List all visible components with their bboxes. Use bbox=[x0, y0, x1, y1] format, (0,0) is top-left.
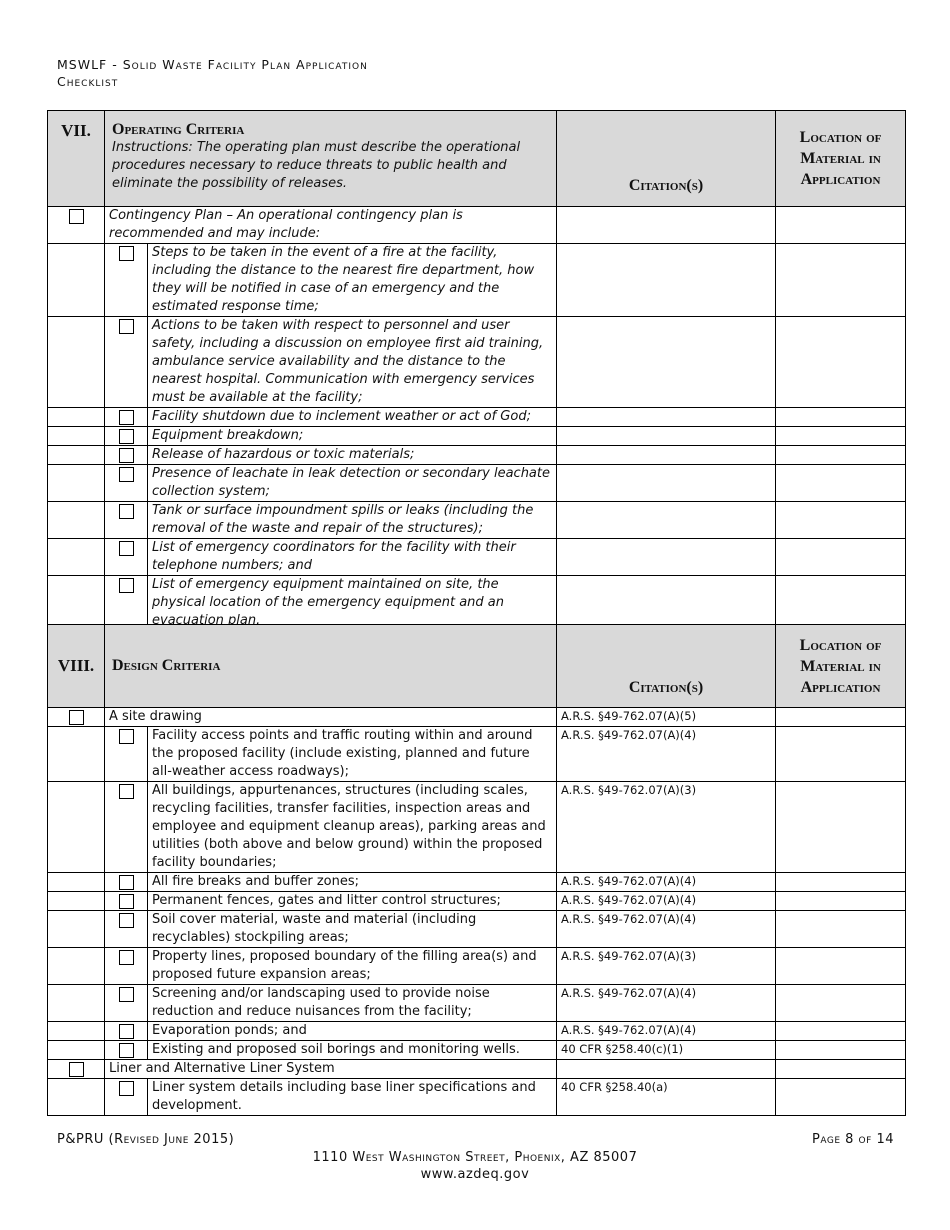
citation-cell: A.R.S. §49-762.07(A)(4) bbox=[557, 892, 776, 911]
checkbox[interactable] bbox=[69, 710, 84, 725]
checkbox[interactable] bbox=[119, 987, 134, 1002]
checkbox[interactable] bbox=[119, 913, 134, 928]
citation-cell[interactable] bbox=[557, 465, 776, 502]
footer-website[interactable]: www.azdeq.gov bbox=[420, 1167, 530, 1182]
citation-cell[interactable] bbox=[557, 539, 776, 576]
checklist-row bbox=[48, 1041, 906, 1060]
footer-page-number: Page 8 of 14 bbox=[812, 1132, 894, 1147]
citation-cell[interactable] bbox=[557, 427, 776, 446]
operating-criteria-table bbox=[47, 110, 906, 631]
header-title: MSWLF - Solid Waste Facility Plan Application bbox=[57, 57, 368, 72]
checkbox[interactable] bbox=[119, 894, 134, 909]
citation-cell: A.R.S. §49-762.07(A)(5) bbox=[557, 708, 776, 727]
citation-column-header: Citation(s) bbox=[557, 625, 776, 708]
item-text: Soil cover material, waste and material (including recyclables) stockpiling areas; bbox=[148, 911, 557, 948]
citation-cell: A.R.S. §49-762.07(A)(4) bbox=[557, 1022, 776, 1041]
item-text: Contingency Plan – An operational contingency plan is recommended and may include: bbox=[105, 207, 557, 244]
location-cell[interactable] bbox=[776, 727, 906, 782]
checkbox[interactable] bbox=[119, 784, 134, 799]
location-cell[interactable] bbox=[776, 465, 906, 502]
location-cell[interactable] bbox=[776, 782, 906, 873]
citation-cell: A.R.S. §49-762.07(A)(4) bbox=[557, 985, 776, 1022]
location-cell[interactable] bbox=[776, 576, 906, 631]
location-cell[interactable] bbox=[776, 708, 906, 727]
checkbox[interactable] bbox=[119, 504, 134, 519]
checklist-row bbox=[48, 576, 906, 631]
item-text: Property lines, proposed boundary of the filling area(s) and proposed future expansion areas; bbox=[148, 948, 557, 985]
item-text: Liner system details including base liner specifications and development. bbox=[148, 1079, 557, 1116]
checkbox[interactable] bbox=[119, 1024, 134, 1039]
citation-cell[interactable] bbox=[557, 502, 776, 539]
location-cell[interactable] bbox=[776, 317, 906, 408]
location-cell[interactable] bbox=[776, 873, 906, 892]
item-text: Existing and proposed soil borings and monitoring wells. bbox=[148, 1041, 557, 1060]
citation-cell: A.R.S. §49-762.07(A)(3) bbox=[557, 948, 776, 985]
checklist-row bbox=[48, 408, 906, 427]
item-text: Liner and Alternative Liner System bbox=[105, 1060, 557, 1079]
citation-cell[interactable] bbox=[557, 317, 776, 408]
footer-revision: P&PRU (Revised June 2015) bbox=[57, 1132, 235, 1147]
checklist-row bbox=[48, 539, 906, 576]
checkbox[interactable] bbox=[119, 578, 134, 593]
item-text: Screening and/or landscaping used to provide noise reduction and reduce nuisances from the facility; bbox=[148, 985, 557, 1022]
item-text: Tank or surface impoundment spills or leaks (including the removal of the waste and repair of the structures); bbox=[148, 502, 557, 539]
checklist-main-row bbox=[48, 207, 906, 244]
section-instructions: Instructions: The operating plan must describe the operational procedures necessary to reduce threats to public health and eliminate the possibility of releases. bbox=[112, 140, 521, 191]
item-text: Actions to be taken with respect to personnel and user safety, including a discussion on employee first aid training, ambulance service availability and the distance to the nearest hospital. Communication with emergency services must be available at the facility; bbox=[148, 317, 557, 408]
item-text: Permanent fences, gates and litter control structures; bbox=[148, 892, 557, 911]
citation-cell[interactable] bbox=[557, 207, 776, 244]
location-cell[interactable] bbox=[776, 892, 906, 911]
checkbox[interactable] bbox=[119, 729, 134, 744]
checkbox[interactable] bbox=[119, 410, 134, 425]
checklist-row bbox=[48, 727, 906, 782]
item-text: Facility access points and traffic routing within and around the proposed facility (include existing, planned and future all-weather access roadways); bbox=[148, 727, 557, 782]
checkbox[interactable] bbox=[119, 875, 134, 890]
checklist-row bbox=[48, 244, 906, 317]
location-column-header: Location of Material in Application bbox=[776, 625, 906, 708]
checkbox[interactable] bbox=[119, 467, 134, 482]
checklist-row bbox=[48, 782, 906, 873]
citation-cell: A.R.S. §49-762.07(A)(3) bbox=[557, 782, 776, 873]
location-cell[interactable] bbox=[776, 1060, 906, 1079]
checklist-row bbox=[48, 873, 906, 892]
item-text: Equipment breakdown; bbox=[148, 427, 557, 446]
section-number: VIII. bbox=[48, 625, 105, 708]
location-cell[interactable] bbox=[776, 985, 906, 1022]
citation-cell: 40 CFR §258.40(a) bbox=[557, 1079, 776, 1116]
citation-cell[interactable] bbox=[557, 244, 776, 317]
citation-cell: A.R.S. §49-762.07(A)(4) bbox=[557, 911, 776, 948]
location-column-header: Location of Material in Application bbox=[776, 111, 906, 207]
checkbox[interactable] bbox=[119, 319, 134, 334]
item-text: All fire breaks and buffer zones; bbox=[148, 873, 557, 892]
checkbox[interactable] bbox=[119, 429, 134, 444]
item-text: Facility shutdown due to inclement weather or act of God; bbox=[148, 408, 557, 427]
checklist-row bbox=[48, 1079, 906, 1116]
checkbox[interactable] bbox=[119, 541, 134, 556]
location-cell[interactable] bbox=[776, 446, 906, 465]
section-number: VII. bbox=[48, 111, 105, 207]
checklist-row bbox=[48, 502, 906, 539]
checklist-main-row bbox=[48, 708, 906, 727]
section-title: Operating Criteria bbox=[112, 121, 245, 138]
checkbox[interactable] bbox=[119, 448, 134, 463]
item-text: List of emergency coordinators for the facility with their telephone numbers; and bbox=[148, 539, 557, 576]
footer-address: 1110 West Washington Street, Phoenix, AZ 85007 bbox=[312, 1150, 638, 1165]
item-text: Steps to be taken in the event of a fire at the facility, including the distance to the nearest fire department, how they will be notified in case of an emergency and the estimated response time; bbox=[148, 244, 557, 317]
citation-cell[interactable] bbox=[557, 408, 776, 427]
item-text: Release of hazardous or toxic materials; bbox=[148, 446, 557, 465]
checklist-row bbox=[48, 911, 906, 948]
location-cell[interactable] bbox=[776, 911, 906, 948]
checklist-main-row bbox=[48, 1060, 906, 1079]
checklist-row bbox=[48, 985, 906, 1022]
checkbox[interactable] bbox=[119, 1081, 134, 1096]
item-text: List of emergency equipment maintained on site, the physical location of the emergency equipment and an evacuation plan. bbox=[148, 576, 557, 631]
checkbox[interactable] bbox=[69, 1062, 84, 1077]
checklist-row bbox=[48, 427, 906, 446]
document-header bbox=[57, 56, 368, 90]
section-title: Design Criteria bbox=[105, 625, 557, 708]
location-cell[interactable] bbox=[776, 1022, 906, 1041]
citation-cell: 40 CFR §258.40(c)(1) bbox=[557, 1041, 776, 1060]
design-criteria-table bbox=[47, 624, 906, 1116]
checklist-row bbox=[48, 1022, 906, 1041]
location-cell[interactable] bbox=[776, 207, 906, 244]
checklist-row bbox=[48, 892, 906, 911]
citation-column-header: Citation(s) bbox=[557, 111, 776, 207]
citation-cell: A.R.S. §49-762.07(A)(4) bbox=[557, 873, 776, 892]
item-text: A site drawing bbox=[105, 708, 557, 727]
checkbox[interactable] bbox=[119, 1043, 134, 1058]
citation-cell[interactable] bbox=[557, 576, 776, 631]
section-header bbox=[105, 111, 557, 207]
location-cell[interactable] bbox=[776, 1079, 906, 1116]
location-cell[interactable] bbox=[776, 502, 906, 539]
location-cell[interactable] bbox=[776, 539, 906, 576]
checklist-row bbox=[48, 465, 906, 502]
location-cell[interactable] bbox=[776, 427, 906, 446]
citation-cell[interactable] bbox=[557, 446, 776, 465]
header-subtitle: Checklist bbox=[57, 74, 119, 89]
checklist-row bbox=[48, 446, 906, 465]
checkbox[interactable] bbox=[69, 209, 84, 224]
item-text: Presence of leachate in leak detection or secondary leachate collection system; bbox=[148, 465, 557, 502]
location-cell[interactable] bbox=[776, 244, 906, 317]
item-text: Evaporation ponds; and bbox=[148, 1022, 557, 1041]
citation-cell[interactable] bbox=[557, 1060, 776, 1079]
citation-cell: A.R.S. §49-762.07(A)(4) bbox=[557, 727, 776, 782]
checkbox[interactable] bbox=[119, 246, 134, 261]
location-cell[interactable] bbox=[776, 948, 906, 985]
checklist-row bbox=[48, 317, 906, 408]
item-text: All buildings, appurtenances, structures (including scales, recycling facilities, transfer facilities, inspection areas and employee and equipment cleanup areas), parking areas and utilities (both above and below ground) within the proposed facility boundaries; bbox=[148, 782, 557, 873]
checkbox[interactable] bbox=[119, 950, 134, 965]
checklist-row bbox=[48, 948, 906, 985]
location-cell[interactable] bbox=[776, 1041, 906, 1060]
location-cell[interactable] bbox=[776, 408, 906, 427]
